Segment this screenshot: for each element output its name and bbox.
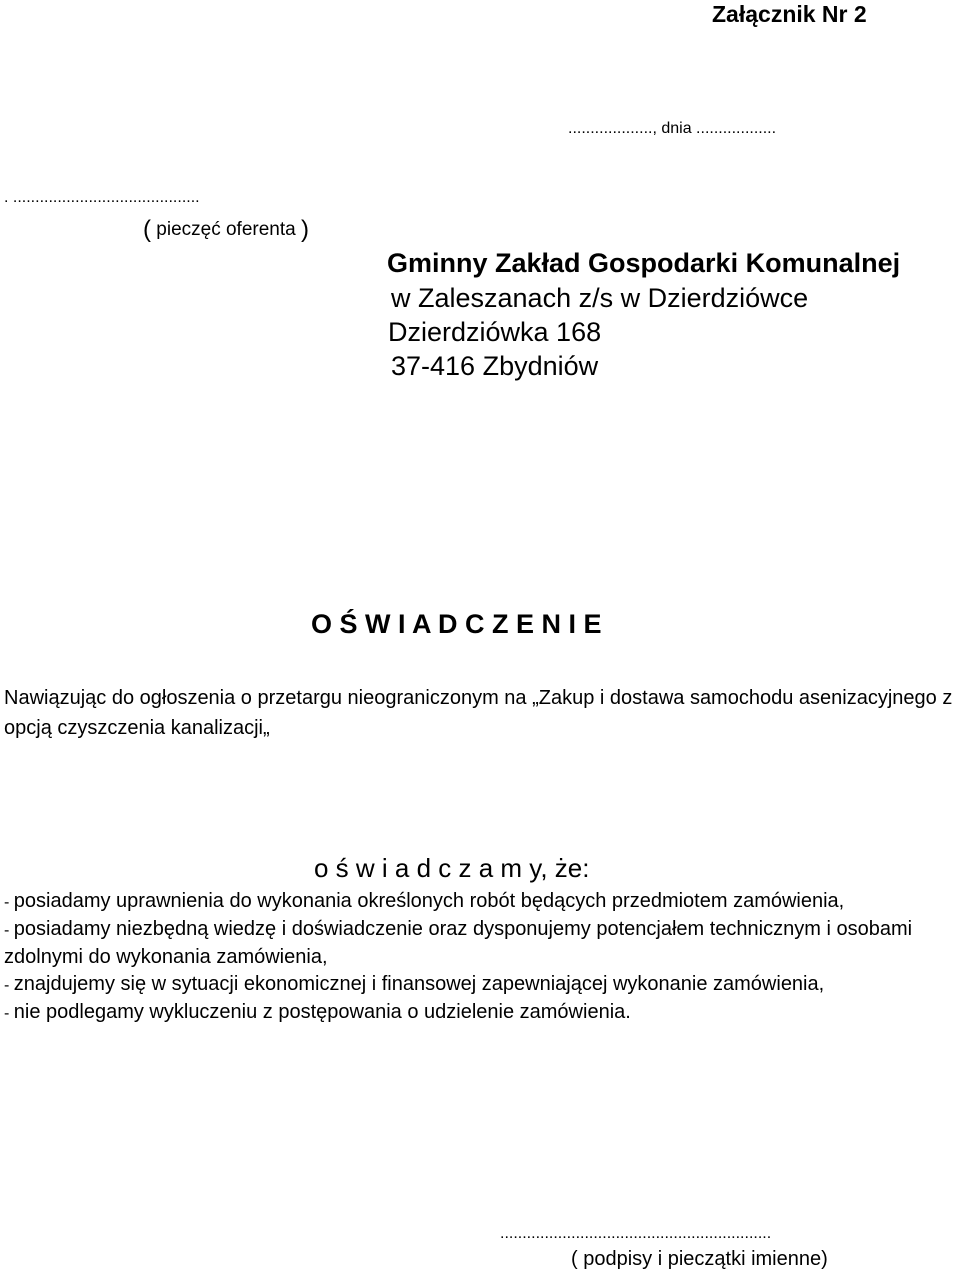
stamp-dots: . .......................................... — [4, 189, 200, 206]
list-item-text: nie podlegamy wykluczeniu z postępowania o udzielenie zamówienia. — [13, 1001, 631, 1023]
list-dash: - — [4, 922, 14, 939]
list-item-text: posiadamy uprawnienia do wykonania określonych robót będących przedmiotem zamówienia, — [13, 890, 845, 912]
recipient-name: Gminny Zakład Gospodarki Komunalnej — [387, 248, 901, 278]
stamp-close-paren: ) — [300, 216, 309, 243]
recipient-line-3: Dzierdziówka 168 — [388, 317, 602, 347]
intro-paragraph: Nawiązując do ogłoszenia o przetargu nieograniczonym na „Zakup i dostawa samochodu asenizacyjnego z opcją czyszczenia kanalizacji„ — [4, 687, 953, 739]
list-item — [4, 916, 954, 971]
declaration-heading: o ś w i a d c z a m y, że: — [314, 853, 590, 883]
list-dash: - — [4, 894, 14, 911]
list-item-text: znajdujemy się w sytuacji ekonomicznej i finansowej zapewniającej wykonanie zamówienia, — [13, 973, 825, 995]
list-item — [4, 888, 954, 916]
stamp-open-paren: ( — [143, 216, 151, 243]
signature-label: ( podpisy i pieczątki imienne) — [571, 1248, 828, 1270]
recipient-line-4: 37-416 Zbydniów — [391, 351, 599, 381]
document-title: O Ś W I A D C Z E N I E — [311, 609, 602, 639]
list-item — [4, 971, 954, 999]
place-date-field: ..................., dnia .................. — [568, 120, 777, 137]
list-item — [4, 999, 954, 1027]
list-dash: - — [4, 977, 14, 994]
declaration-list — [4, 888, 954, 1027]
stamp-label — [143, 218, 309, 242]
annex-label: Załącznik Nr 2 — [712, 1, 867, 27]
recipient-line-2: w Zaleszanach z/s w Dzierdziówce — [391, 283, 809, 313]
stamp-text: pieczęć oferenta — [151, 219, 301, 240]
list-item-text: posiadamy niezbędną wiedzę i doświadczenie oraz dysponujemy potencjałem technicznym i osobami zdolnymi do wykonania zamówienia, — [4, 918, 913, 968]
list-dash: - — [4, 1005, 14, 1022]
signature-dots: ............................................................. — [500, 1225, 772, 1242]
